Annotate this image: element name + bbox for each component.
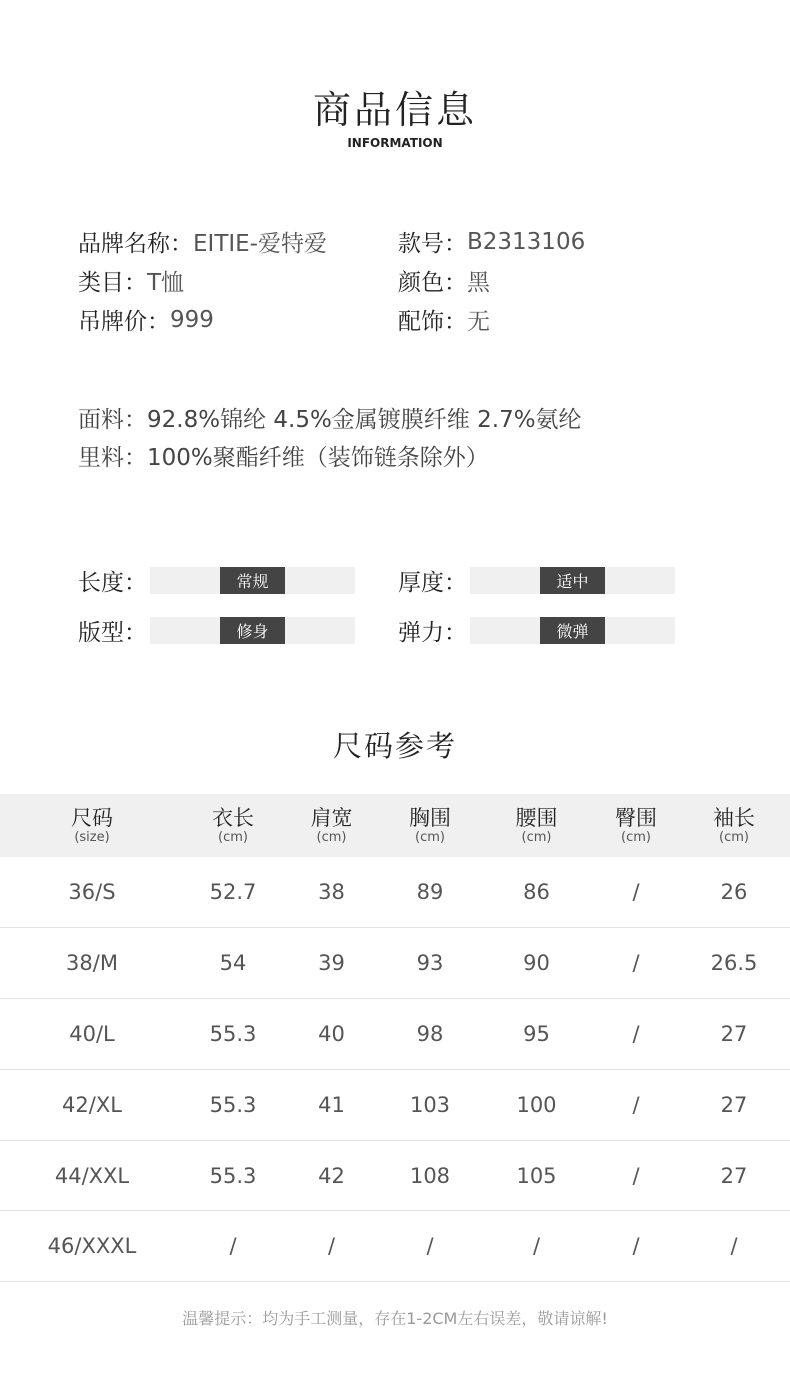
- accessory-field: [398, 303, 718, 336]
- color-field: [398, 264, 718, 297]
- table-cell: /: [730, 1234, 738, 1259]
- style-field: [398, 225, 718, 258]
- info-row: [78, 222, 718, 261]
- table-cell: 90: [523, 951, 550, 976]
- fit-marker: 修身: [220, 617, 285, 644]
- price-label: 吊牌价：: [78, 309, 170, 335]
- table-row: [0, 999, 790, 1070]
- table-cell: 54: [219, 951, 247, 976]
- table-cell: 55.3: [209, 1021, 257, 1046]
- page-header: [0, 88, 790, 150]
- table-cell: 98: [416, 1021, 444, 1046]
- column-header-unit: (cm): [415, 829, 445, 845]
- table-cell: 95: [523, 1021, 550, 1046]
- attr-row: [78, 605, 718, 655]
- fabric-info: [78, 398, 582, 474]
- column-header-unit: (cm): [521, 829, 552, 845]
- column-header-unit: (cm): [316, 829, 347, 845]
- page-title: 商品信息: [312, 88, 477, 132]
- accessory-value: 无: [467, 309, 490, 335]
- elasticity-scale: [470, 617, 675, 644]
- accessory-label: 配饰：: [398, 309, 467, 335]
- column-header-label: 尺码: [71, 805, 113, 830]
- outer-fabric-row: [78, 398, 582, 436]
- style-value: B2313106: [467, 228, 586, 255]
- fit-label: 版型：: [78, 619, 147, 646]
- table-row: [0, 928, 790, 999]
- size-header-row: [0, 794, 790, 857]
- elasticity-marker: 微弹: [540, 617, 605, 644]
- length-marker: 常规: [220, 567, 285, 594]
- thickness-label: 厚度：: [398, 569, 467, 596]
- product-attributes: [78, 555, 718, 655]
- table-cell: 27: [720, 1092, 748, 1117]
- category-label: 类目：: [78, 270, 147, 296]
- table-cell: 42: [318, 1163, 345, 1188]
- table-cell: 38/M: [66, 951, 118, 976]
- column-header-label: 袖长: [713, 805, 755, 830]
- table-cell: 103: [409, 1092, 451, 1117]
- table-cell: 108: [409, 1163, 451, 1188]
- column-header-unit: (cm): [218, 829, 248, 845]
- table-cell: /: [632, 951, 640, 976]
- length-label: 长度：: [78, 569, 147, 596]
- table-cell: 44/XXL: [54, 1163, 130, 1188]
- measurement-note: 温馨提示：均为手工测量，存在1-2CM左右误差，敬请谅解!: [182, 1309, 608, 1328]
- brand-value: EITIE-爱特爱: [193, 231, 327, 257]
- price-field: [78, 303, 398, 336]
- product-info: [78, 222, 718, 339]
- column-header: [479, 794, 594, 857]
- table-cell: 40/L: [69, 1021, 115, 1046]
- table-cell: /: [327, 1234, 336, 1259]
- column-header-label: 腰围: [515, 805, 558, 830]
- table-cell: 27: [720, 1163, 748, 1188]
- lining-fabric-row: [78, 436, 582, 474]
- table-cell: 38: [318, 880, 345, 905]
- table-cell: 41: [318, 1092, 345, 1117]
- table-row: [0, 1211, 790, 1282]
- column-header: [381, 794, 479, 857]
- brand-label: 品牌名称：: [78, 231, 193, 257]
- column-header-label: 臀围: [615, 805, 657, 830]
- table-row: [0, 1069, 790, 1140]
- size-chart-table: [0, 794, 790, 1282]
- length-attr: [78, 564, 398, 597]
- fit-attr: [78, 614, 398, 647]
- table-cell: /: [632, 1163, 640, 1188]
- table-row: [0, 1140, 790, 1211]
- table-cell: /: [426, 1234, 434, 1259]
- info-row: [78, 300, 718, 339]
- category-value: T恤: [147, 270, 185, 296]
- column-header: [184, 794, 282, 857]
- fit-scale: [150, 617, 355, 644]
- style-label: 款号：: [398, 231, 467, 257]
- table-cell: 86: [523, 880, 550, 905]
- table-cell: 93: [416, 951, 444, 976]
- table-cell: /: [632, 1092, 640, 1117]
- attr-row: [78, 555, 718, 605]
- thickness-marker: 适中: [540, 567, 605, 594]
- table-cell: 40: [318, 1021, 345, 1046]
- elasticity-label: 弹力：: [398, 619, 467, 646]
- column-header: [594, 794, 678, 857]
- lining-fabric-label: 里料：: [78, 444, 147, 471]
- thickness-attr: [398, 564, 718, 597]
- size-chart-title: 尺码参考: [332, 729, 457, 763]
- lining-fabric-value: 100%聚酯纤维（装饰链条除外）: [147, 444, 489, 471]
- table-cell: /: [632, 880, 640, 905]
- table-cell: 36/S: [68, 880, 116, 905]
- column-header: [0, 794, 184, 857]
- table-cell: /: [632, 1021, 640, 1046]
- column-header-label: 衣长: [212, 805, 254, 830]
- color-label: 颜色：: [398, 270, 467, 296]
- column-header-unit: (cm): [621, 829, 651, 845]
- length-scale: [150, 567, 355, 594]
- table-cell: 46/XXXL: [47, 1234, 137, 1259]
- outer-fabric-value: 92.8%锦纶 4.5%金属镀膜纤维 2.7%氨纶: [147, 406, 582, 433]
- elasticity-attr: [398, 614, 718, 647]
- column-header-label: 胸围: [409, 805, 451, 830]
- thickness-scale: [470, 567, 675, 594]
- page-subtitle: INFORMATION: [347, 136, 443, 150]
- category-field: [78, 264, 398, 297]
- table-cell: 42/XL: [62, 1092, 122, 1117]
- info-row: [78, 261, 718, 300]
- table-cell: 26: [720, 880, 748, 905]
- table-cell: 100: [516, 1092, 557, 1117]
- table-cell: /: [532, 1234, 541, 1259]
- size-table-body: [0, 857, 790, 1282]
- column-header: [678, 794, 790, 857]
- price-value: 999: [170, 306, 214, 333]
- table-cell: /: [632, 1234, 640, 1259]
- table-cell: 39: [318, 951, 345, 976]
- table-cell: 105: [516, 1163, 557, 1188]
- color-value: 黑: [467, 270, 490, 296]
- column-header: [282, 794, 381, 857]
- table-row: [0, 857, 790, 928]
- column-header-unit: (size): [74, 829, 110, 845]
- table-cell: /: [229, 1234, 237, 1259]
- outer-fabric-label: 面料：: [78, 406, 147, 433]
- column-header-unit: (cm): [719, 829, 749, 845]
- table-cell: 27: [720, 1021, 748, 1046]
- table-cell: 89: [416, 880, 444, 905]
- brand-field: [78, 225, 398, 258]
- table-cell: 52.7: [209, 880, 257, 905]
- table-cell: 55.3: [209, 1092, 257, 1117]
- column-header-label: 肩宽: [310, 805, 353, 830]
- table-cell: 26.5: [710, 951, 758, 976]
- table-cell: 55.3: [209, 1163, 257, 1188]
